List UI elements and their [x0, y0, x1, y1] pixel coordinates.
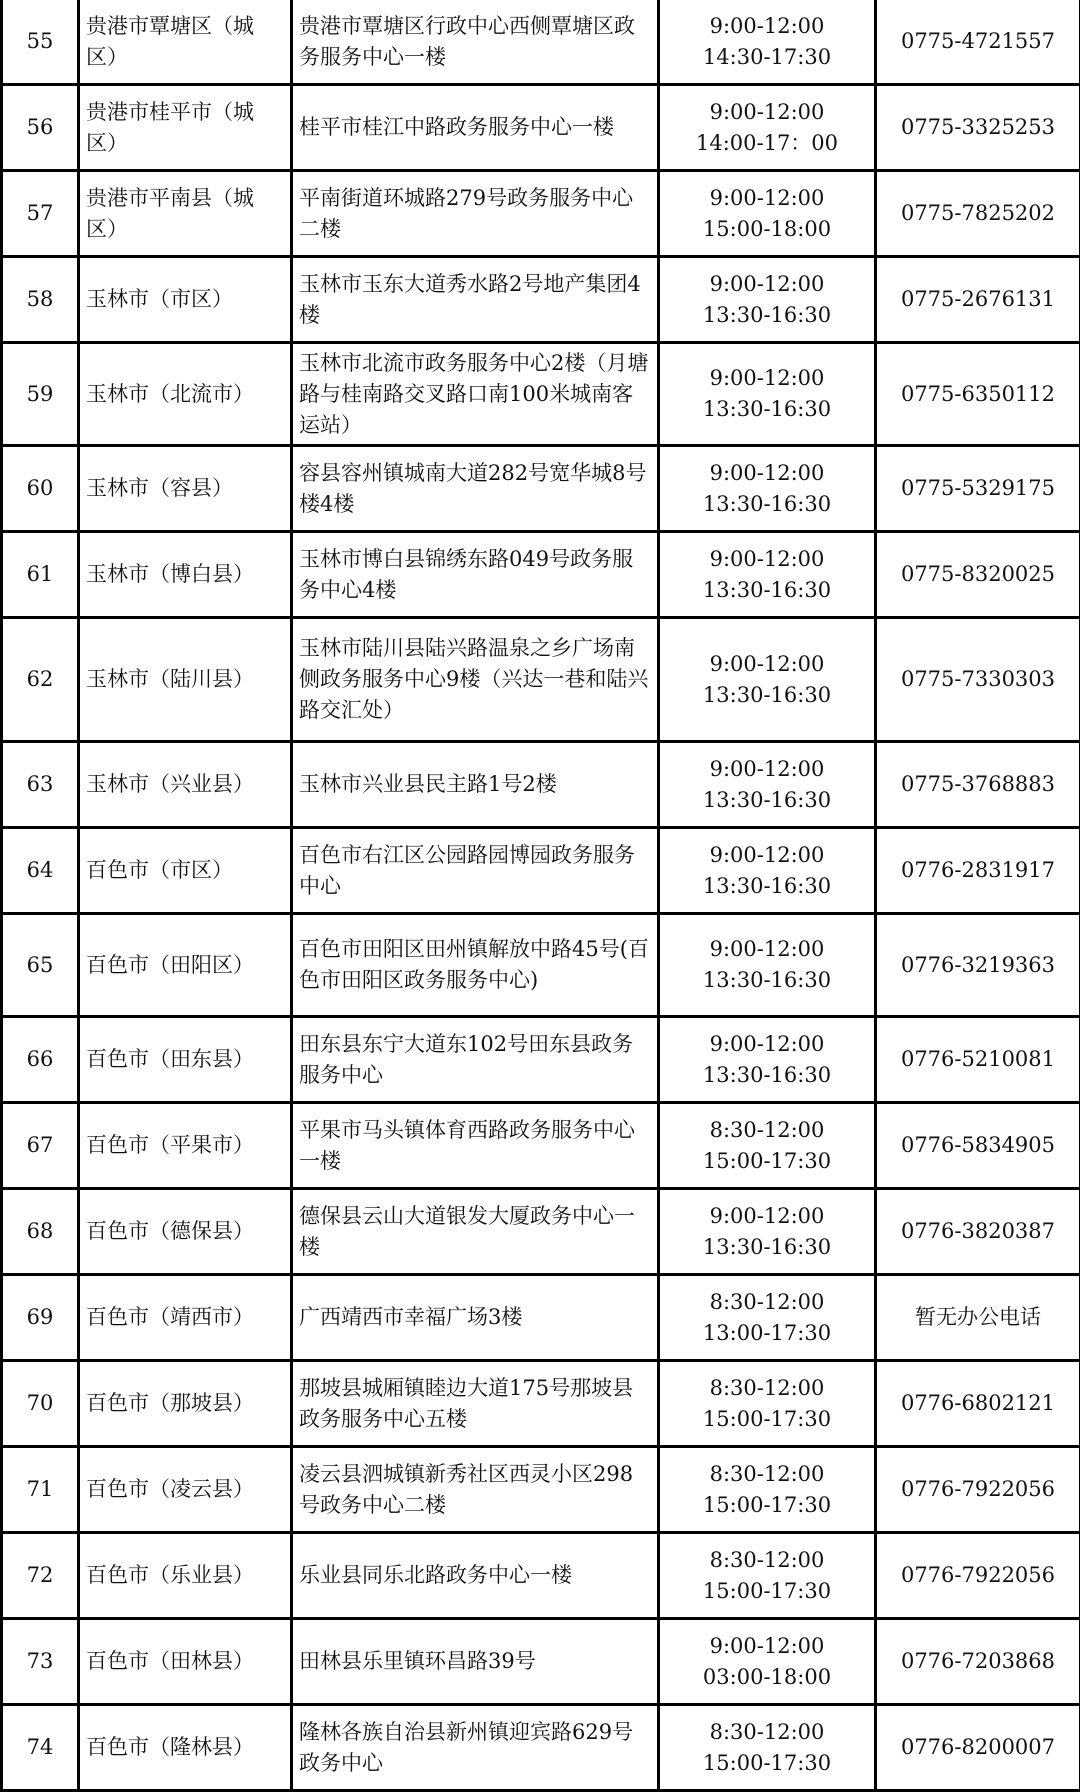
location-cell: 百色市（那坡县） — [79, 1361, 292, 1447]
row-number: 65 — [2, 914, 79, 1017]
morning-hours: 9:00-12:00 — [709, 1031, 825, 1056]
location-cell: 百色市（凌云县） — [79, 1447, 292, 1533]
table-row — [2, 446, 1080, 532]
row-number: 64 — [2, 828, 79, 914]
table-row — [2, 618, 1080, 742]
morning-hours: 9:00-12:00 — [709, 271, 825, 296]
location-cell: 百色市（平果市） — [79, 1103, 292, 1189]
row-number: 66 — [2, 1017, 79, 1103]
morning-hours: 9:00-12:00 — [709, 13, 825, 38]
location-cell: 百色市（田东县） — [79, 1017, 292, 1103]
location-cell: 百色市（田林县） — [79, 1619, 292, 1705]
address-cell: 玉林市兴业县民主路1号2楼 — [292, 742, 659, 828]
location-cell: 贵港市平南县（城区） — [79, 171, 292, 257]
phone-cell: 0775-3325253 — [876, 85, 1080, 171]
address-cell: 隆林各族自治县新州镇迎宾路629号政务中心 — [292, 1705, 659, 1791]
hours-cell — [659, 1017, 876, 1103]
phone-cell: 0775-3768883 — [876, 742, 1080, 828]
phone-cell: 0775-5329175 — [876, 446, 1080, 532]
afternoon-hours: 13:30-16:30 — [702, 397, 832, 421]
afternoon-hours: 13:30-16:30 — [702, 302, 832, 327]
hours-cell — [659, 618, 876, 742]
location-cell: 玉林市（兴业县） — [79, 742, 292, 828]
morning-hours: 9:00-12:00 — [709, 842, 825, 867]
row-number: 67 — [2, 1103, 79, 1189]
morning-hours: 8:30-12:00 — [709, 1461, 825, 1486]
location-cell: 贵港市桂平市（城区） — [79, 85, 292, 171]
hours-cell — [659, 1361, 876, 1447]
afternoon-hours: 13:30-16:30 — [702, 1234, 832, 1259]
address-cell: 百色市田阳区田州镇解放中路45号(百色市田阳区政务服务中心) — [292, 914, 659, 1017]
hours-cell — [659, 1705, 876, 1791]
afternoon-hours: 15:00-17:30 — [702, 1406, 832, 1431]
hours-cell — [659, 914, 876, 1017]
location-cell: 百色市（德保县） — [79, 1189, 292, 1275]
morning-hours: 9:00-12:00 — [709, 460, 825, 485]
hours-cell — [659, 446, 876, 532]
phone-cell: 0776-3219363 — [876, 914, 1080, 1017]
table-row — [2, 1103, 1080, 1189]
table-row — [2, 914, 1080, 1017]
table-row — [2, 0, 1080, 85]
row-number: 72 — [2, 1533, 79, 1619]
address-cell: 凌云县泗城镇新秀社区西灵小区298号政务中心二楼 — [292, 1447, 659, 1533]
address-cell: 田东县东宁大道东102号田东县政务服务中心 — [292, 1017, 659, 1103]
location-cell: 玉林市（北流市） — [79, 343, 292, 446]
afternoon-hours: 15:00-17:30 — [702, 1750, 832, 1775]
phone-cell: 0776-2831917 — [876, 828, 1080, 914]
row-number: 68 — [2, 1189, 79, 1275]
table-row — [2, 532, 1080, 618]
afternoon-hours: 15:00-18:00 — [702, 216, 832, 241]
table-row — [2, 1619, 1080, 1705]
table-row — [2, 1275, 1080, 1361]
phone-cell: 0775-7330303 — [876, 618, 1080, 742]
afternoon-hours: 14:00-17：00 — [695, 130, 839, 155]
row-number: 70 — [2, 1361, 79, 1447]
table-row — [2, 828, 1080, 914]
table-row — [2, 1189, 1080, 1275]
phone-cell: 0775-2676131 — [876, 257, 1080, 343]
table-row — [2, 1017, 1080, 1103]
morning-hours: 9:00-12:00 — [709, 1633, 825, 1658]
afternoon-hours: 03:00-18:00 — [702, 1664, 832, 1689]
table-row — [2, 257, 1080, 343]
address-cell: 乐业县同乐北路政务中心一楼 — [292, 1533, 659, 1619]
afternoon-hours: 13:30-16:30 — [702, 968, 832, 992]
address-cell: 平南街道环城路279号政务服务中心二楼 — [292, 171, 659, 257]
phone-cell: 0776-6802121 — [876, 1361, 1080, 1447]
table-row — [2, 171, 1080, 257]
morning-hours: 9:00-12:00 — [709, 185, 825, 210]
row-number: 57 — [2, 171, 79, 257]
location-cell: 百色市（隆林县） — [79, 1705, 292, 1791]
afternoon-hours: 13:30-16:30 — [702, 682, 832, 707]
address-cell: 平果市马头镇体育西路政务服务中心一楼 — [292, 1103, 659, 1189]
afternoon-hours: 15:00-17:30 — [702, 1492, 832, 1517]
afternoon-hours: 13:30-16:30 — [702, 491, 832, 516]
address-cell: 容县容州镇城南大道282号宽华城8号楼4楼 — [292, 446, 659, 532]
location-cell: 百色市（田阳区） — [79, 914, 292, 1017]
morning-hours: 8:30-12:00 — [709, 1117, 825, 1142]
table-row — [2, 742, 1080, 828]
hours-cell — [659, 257, 876, 343]
hours-cell — [659, 742, 876, 828]
row-number: 56 — [2, 85, 79, 171]
address-cell: 广西靖西市幸福广场3楼 — [292, 1275, 659, 1361]
hours-cell — [659, 1275, 876, 1361]
morning-hours: 9:00-12:00 — [709, 366, 825, 390]
phone-cell: 0776-7203868 — [876, 1619, 1080, 1705]
afternoon-hours: 13:30-16:30 — [702, 787, 832, 812]
row-number: 58 — [2, 257, 79, 343]
hours-cell — [659, 171, 876, 257]
phone-cell: 0775-4721557 — [876, 0, 1080, 85]
phone-cell: 暂无办公电话 — [876, 1275, 1080, 1361]
morning-hours: 9:00-12:00 — [709, 937, 825, 961]
morning-hours: 8:30-12:00 — [709, 1547, 825, 1572]
location-cell: 百色市（市区） — [79, 828, 292, 914]
row-number: 60 — [2, 446, 79, 532]
location-cell: 玉林市（陆川县） — [79, 618, 292, 742]
location-cell: 玉林市（容县） — [79, 446, 292, 532]
location-cell: 贵港市覃塘区（城区） — [79, 0, 292, 85]
morning-hours: 8:30-12:00 — [709, 1289, 825, 1314]
afternoon-hours: 13:00-17:30 — [702, 1320, 832, 1345]
hours-cell — [659, 1533, 876, 1619]
morning-hours: 8:30-12:00 — [709, 1375, 825, 1400]
afternoon-hours: 13:30-16:30 — [702, 873, 832, 898]
morning-hours: 9:00-12:00 — [709, 756, 825, 781]
afternoon-hours: 13:30-16:30 — [702, 577, 832, 602]
afternoon-hours: 14:30-17:30 — [702, 44, 832, 69]
address-cell: 那坡县城厢镇睦边大道175号那坡县政务服务中心五楼 — [292, 1361, 659, 1447]
row-number: 74 — [2, 1705, 79, 1791]
address-cell: 德保县云山大道银发大厦政务中心一楼 — [292, 1189, 659, 1275]
phone-cell: 0775-8320025 — [876, 532, 1080, 618]
phone-cell: 0775-6350112 — [876, 343, 1080, 446]
location-cell: 玉林市（市区） — [79, 257, 292, 343]
hours-cell — [659, 1447, 876, 1533]
table-row — [2, 1705, 1080, 1791]
address-cell: 玉林市陆川县陆兴路温泉之乡广场南侧政务服务中心9楼（兴达一巷和陆兴路交汇处） — [292, 618, 659, 742]
hours-cell — [659, 532, 876, 618]
phone-cell: 0775-7825202 — [876, 171, 1080, 257]
row-number: 73 — [2, 1619, 79, 1705]
morning-hours: 8:30-12:00 — [709, 1719, 825, 1744]
row-number: 63 — [2, 742, 79, 828]
phone-cell: 0776-7922056 — [876, 1447, 1080, 1533]
morning-hours: 9:00-12:00 — [709, 651, 825, 676]
hours-cell — [659, 828, 876, 914]
address-cell: 百色市右江区公园路园博园政务服务中心 — [292, 828, 659, 914]
address-cell: 田林县乐里镇环昌路39号 — [292, 1619, 659, 1705]
morning-hours: 9:00-12:00 — [709, 546, 825, 571]
address-cell: 玉林市博白县锦绣东路049号政务服务中心4楼 — [292, 532, 659, 618]
location-cell: 百色市（靖西市） — [79, 1275, 292, 1361]
hours-cell — [659, 1103, 876, 1189]
row-number: 62 — [2, 618, 79, 742]
address-cell: 桂平市桂江中路政务服务中心一楼 — [292, 85, 659, 171]
table-row — [2, 1447, 1080, 1533]
phone-cell: 0776-3820387 — [876, 1189, 1080, 1275]
phone-cell: 0776-5210081 — [876, 1017, 1080, 1103]
phone-cell: 0776-5834905 — [876, 1103, 1080, 1189]
phone-cell: 0776-7922056 — [876, 1533, 1080, 1619]
morning-hours: 9:00-12:00 — [709, 99, 825, 124]
afternoon-hours: 13:30-16:30 — [702, 1062, 832, 1087]
table-row — [2, 1533, 1080, 1619]
table-row — [2, 1361, 1080, 1447]
afternoon-hours: 15:00-17:30 — [702, 1578, 832, 1603]
address-cell: 贵港市覃塘区行政中心西侧覃塘区政务服务中心一楼 — [292, 0, 659, 85]
location-cell: 百色市（乐业县） — [79, 1533, 292, 1619]
row-number: 59 — [2, 343, 79, 446]
address-cell: 玉林市北流市政务服务中心2楼（月塘路与桂南路交叉路口南100米城南客运站） — [292, 343, 659, 446]
hours-cell — [659, 1189, 876, 1275]
address-cell: 玉林市玉东大道秀水路2号地产集团4楼 — [292, 257, 659, 343]
location-cell: 玉林市（博白县） — [79, 532, 292, 618]
hours-cell — [659, 0, 876, 85]
hours-cell — [659, 1619, 876, 1705]
table-row — [2, 343, 1080, 446]
afternoon-hours: 15:00-17:30 — [702, 1148, 832, 1173]
hours-cell — [659, 85, 876, 171]
row-number: 55 — [2, 0, 79, 85]
hours-cell — [659, 343, 876, 446]
morning-hours: 9:00-12:00 — [709, 1203, 825, 1228]
phone-cell: 0776-8200007 — [876, 1705, 1080, 1791]
row-number: 61 — [2, 532, 79, 618]
table-row — [2, 85, 1080, 171]
row-number: 69 — [2, 1275, 79, 1361]
row-number: 71 — [2, 1447, 79, 1533]
